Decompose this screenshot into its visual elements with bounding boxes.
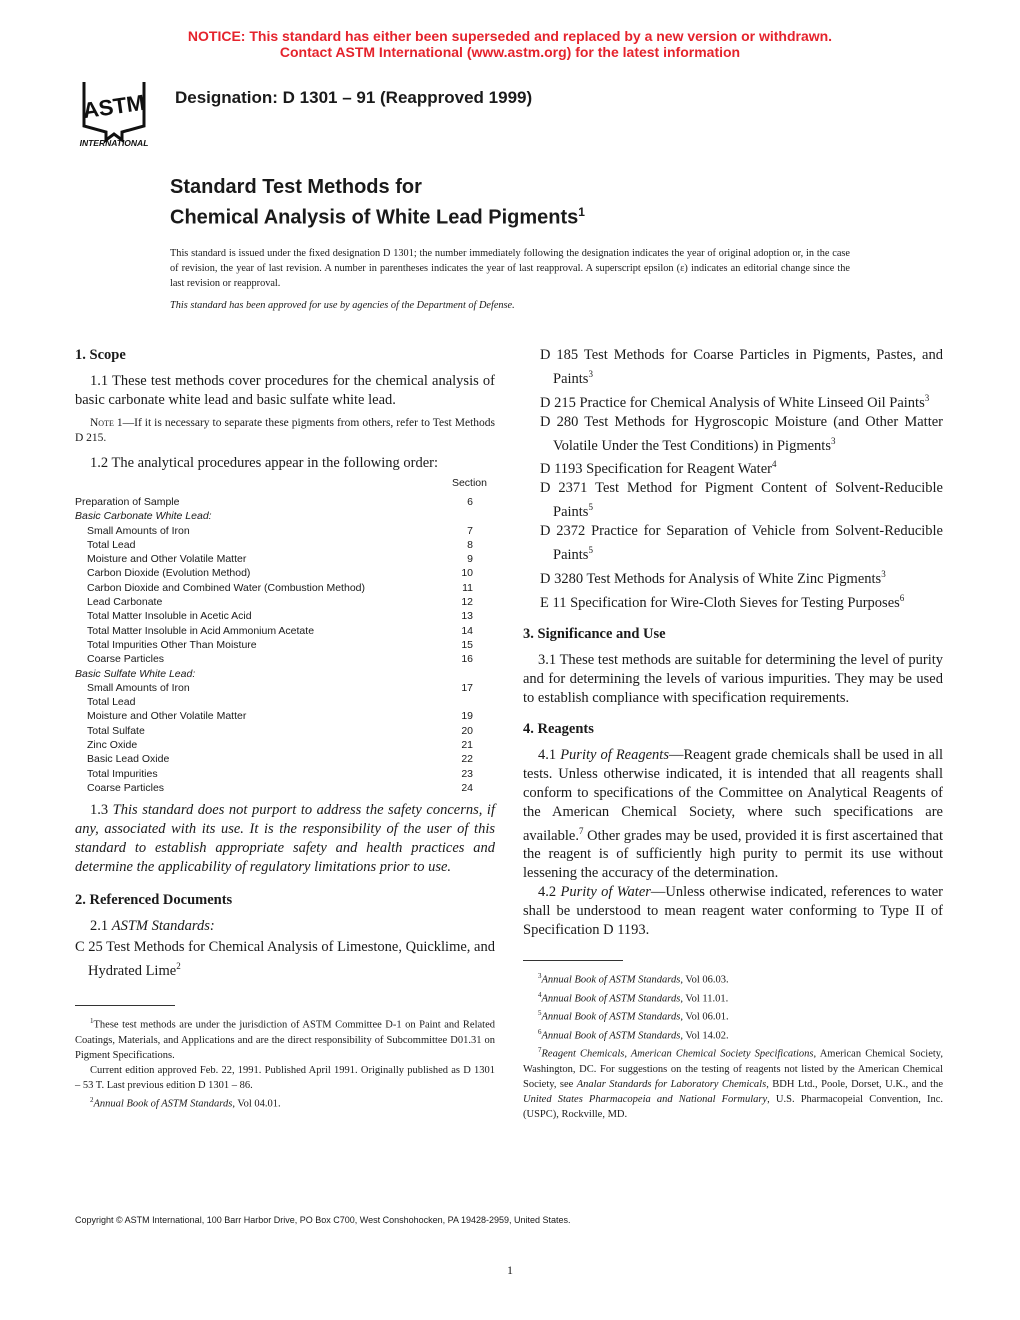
toc-label: Total Lead	[87, 696, 136, 709]
toc-row	[75, 667, 473, 681]
fn7-text-2: , BDH Ltd., Poole, Dorset, U.K., and the	[766, 1078, 943, 1090]
para-2-1	[75, 917, 495, 936]
toc-label: Total Impurities Other Than Moisture	[87, 638, 257, 651]
footnote-italic: Annual Book of ASTM Standards	[541, 1011, 681, 1023]
para-2-1-num: 2.1	[90, 918, 109, 935]
toc-section-number: 6	[467, 496, 473, 508]
reference-footnote-ref: 5	[588, 545, 593, 556]
fn7-text-1: , American Chemical Society, Washington, DC. For suggestions on the testing of reagents not listed by the American Chemical Society, see	[523, 1048, 943, 1090]
footnote-text: , Vol 14.02.	[680, 1030, 729, 1042]
footnote-italic: Annual Book of ASTM Standards	[541, 993, 681, 1005]
toc-label: Total Lead	[87, 538, 136, 551]
toc-label: Total Sulfate	[87, 724, 145, 737]
reference-text: D 3280 Test Methods for Analysis of White Zinc Pigments	[540, 570, 882, 587]
ref-c25-sup: 2	[176, 961, 181, 972]
para-1-3-text: This standard does not purport to address the safety concerns, if any, associated with its use. It is the responsibility of the user of this standard to establish appropriate safety and health practices and determine the applicability of regulatory limitations prior to use.	[75, 802, 495, 876]
note-label: Note 1	[90, 417, 123, 429]
toc-label: Total Impurities	[87, 767, 158, 780]
scope-heading: 1. Scope	[75, 347, 126, 363]
toc-section-number: 21	[461, 739, 473, 752]
footnote-divider-right	[523, 960, 623, 961]
para-1-3-num: 1.3	[90, 802, 109, 819]
fn7-text-3: , U.S. Pharmacopeial Convention, Inc. (USPC), Rockville, MD.	[523, 1093, 944, 1120]
fn1-text: These test methods are under the jurisdiction of ASTM Committee D-1 on Paint and Related Coatings, Materials, and Applications and are the direct responsibility of Subcommittee D01.31 on Pigment Specifications.	[75, 1019, 495, 1061]
fn7-sup: 7	[538, 1046, 542, 1055]
toc-row	[75, 538, 473, 552]
para-1-1: 1.1 These test methods cover procedures for the chemical analysis of basic carbonate white lead and basic sulfate white lead.	[75, 373, 495, 408]
toc-row	[75, 524, 473, 538]
toc-label: Moisture and Other Volatile Matter	[87, 710, 247, 723]
toc-section-number: 10	[461, 567, 473, 580]
reference-item	[540, 565, 943, 589]
toc-section-number: 11	[462, 581, 473, 594]
footnote-number: 3	[538, 972, 542, 981]
designation: Designation: D 1301 – 91 (Reapproved 1999)	[175, 88, 533, 107]
reference-text: D 185 Test Methods for Coarse Particles in Pigments, Pastes, and Paints	[540, 347, 943, 387]
notice-line-1: NOTICE: This standard has either been superseded and replaced by a new version or withdrawn.	[187, 28, 833, 44]
title-line-1: Standard Test Methods for	[170, 176, 422, 198]
toc-section-number: 20	[461, 724, 473, 737]
toc-section-number: 23	[461, 767, 473, 780]
title-line-2	[170, 200, 585, 231]
toc-label: Lead Carbonate	[87, 596, 163, 609]
reference-text: E 11 Specification for Wire-Cloth Sieves for Testing Purposes	[540, 594, 900, 611]
footnotes-right	[523, 969, 943, 1043]
toc-row	[75, 652, 473, 666]
toc-row	[75, 752, 473, 766]
reference-text: D 215 Practice for Chemical Analysis of White Linseed Oil Paints	[540, 394, 925, 411]
fn2-text: , Vol 04.01.	[232, 1098, 281, 1110]
para-4-2	[523, 883, 943, 940]
toc-row	[75, 638, 473, 652]
reference-footnote-ref: 3	[830, 435, 836, 446]
para-4-1-num: 4.1	[538, 746, 557, 763]
toc-label: Small Amounts of Iron	[87, 681, 190, 694]
reference-item	[540, 389, 943, 413]
right-column	[523, 346, 943, 1122]
toc-label: Basic Carbonate White Lead:	[75, 510, 212, 523]
toc-row	[75, 581, 473, 595]
note-text: —If it is necessary to separate these pigments from others, refer to Test Methods D 215.	[75, 417, 495, 444]
fn2-italic: Annual Book of ASTM Standards	[93, 1098, 233, 1110]
footnote-divider-left	[75, 1005, 175, 1006]
footnote-item	[523, 1006, 943, 1025]
reference-footnote-ref: 3	[881, 568, 886, 579]
fn2-sup: 2	[90, 1095, 94, 1104]
para-4-1-text: —Reagent grade chemicals shall be used in all tests. Unless otherwise indicated, it is intended that all reagents shall conform to specifications of the Committee on Analytical Reagents of the American Chemical Society, where such specifications are available.	[523, 746, 944, 844]
fn7-italic-3: United States Pharmacopeia and National Formulary	[523, 1093, 768, 1105]
toc-row	[75, 566, 473, 580]
footnote-number: 5	[538, 1009, 542, 1018]
procedures-table	[75, 495, 495, 795]
footnote-7	[523, 1043, 943, 1122]
toc-section-number: 24	[461, 781, 473, 794]
toc-section-number: 14	[461, 624, 473, 637]
footnote-2	[75, 1093, 495, 1112]
toc-label: Basic Sulfate White Lead:	[75, 667, 196, 680]
footnote-text: , Vol 06.01.	[680, 1011, 729, 1023]
logo-letters: ASTM	[81, 89, 147, 124]
title-footnote-ref: 1	[578, 205, 585, 219]
note-1	[75, 416, 495, 446]
footnote-italic: Annual Book of ASTM Standards	[541, 1030, 681, 1042]
reference-text: D 2372 Practice for Separation of Vehicle from Solvent-Reducible Paints	[540, 523, 943, 563]
toc-section-number: 13	[461, 610, 473, 623]
refdocs-heading: 2. Referenced Documents	[75, 892, 233, 909]
para-1-2: 1.2 The analytical procedures appear in the following order:	[90, 455, 439, 471]
toc-row	[75, 509, 473, 523]
toc-row	[75, 709, 473, 723]
toc-section-number: 12	[461, 596, 473, 609]
toc-section-number: 16	[461, 653, 473, 666]
toc-label: Carbon Dioxide (Evolution Method)	[87, 567, 251, 580]
toc-label: Basic Lead Oxide	[87, 753, 170, 766]
reference-text: D 280 Test Methods for Hygroscopic Moisture (and Other Matter Volatile Under the Test Conditions) in Pigments	[540, 413, 943, 454]
ref-c25	[75, 938, 495, 981]
toc-section-number: 7	[467, 524, 473, 537]
footnote-item	[523, 1025, 943, 1044]
significance-heading: 3. Significance and Use	[523, 625, 666, 642]
toc-label: Total Matter Insoluble in Acid Ammonium Acetate	[87, 624, 315, 637]
reference-footnote-ref: 5	[588, 502, 593, 513]
astm-logo	[66, 74, 162, 148]
reference-item	[540, 413, 943, 456]
reagents-heading: 4. Reagents	[523, 720, 594, 737]
toc-label: Total Matter Insoluble in Acetic Acid	[87, 610, 252, 623]
ref-c25-text: C 25 Test Methods for Chemical Analysis of Limestone, Quicklime, and Hydrated Lime	[75, 939, 495, 980]
para-3-1: 3.1 These test methods are suitable for determining the level of purity and for determining the levels of various impurities. They may be used to establish compliance with specification requirements.	[523, 651, 943, 706]
para-1-3	[75, 801, 495, 877]
footnote-1b: Current edition approved Feb. 22, 1991. Published April 1991. Originally published as D 1301 – 53 T. Last previous edition D 1301 – 86.	[75, 1064, 495, 1091]
para-4-1	[523, 746, 943, 884]
para-2-1-text: ASTM Standards:	[111, 918, 215, 935]
toc-label: Carbon Dioxide and Combined Water (Combustion Method)	[87, 581, 365, 594]
toc-section-header: Section	[451, 477, 487, 489]
toc-row	[75, 738, 473, 752]
reference-list	[523, 346, 943, 613]
footnote-text: , Vol 06.03.	[680, 974, 729, 986]
reference-footnote-ref: 6	[899, 592, 905, 603]
logo-text: INTERNATIONAL	[79, 138, 149, 148]
toc-row	[75, 767, 473, 781]
document-title	[170, 175, 585, 231]
toc-row	[75, 695, 473, 709]
reference-item	[540, 479, 943, 522]
para-4-2-num: 4.2	[538, 884, 557, 901]
toc-row	[75, 609, 473, 623]
left-column	[75, 346, 495, 1111]
para-4-2-text: —Unless otherwise indicated, references to water shall be understood to mean reagent water conforming to Type II of Specification D 1193.	[523, 884, 943, 939]
toc-label: Coarse Particles	[87, 653, 165, 666]
para-4-1-end: Other grades may be used, provided it is first ascertained that the reagent is of sufficiently high purity to permit its use without lessening the accuracy of the determination.	[523, 827, 943, 882]
notice-line-2: Contact ASTM International (www.astm.org) for the latest information	[279, 44, 741, 60]
toc-row	[75, 595, 473, 609]
toc-row	[75, 724, 473, 738]
footnote-1	[75, 1014, 495, 1063]
reference-item	[540, 589, 943, 613]
reference-item	[540, 346, 943, 389]
para-4-2-italic: Purity of Water	[560, 884, 651, 901]
toc-label: Coarse Particles	[87, 781, 165, 794]
footnote-number: 6	[538, 1027, 542, 1036]
toc-row	[75, 624, 473, 638]
toc-row	[75, 681, 473, 695]
reference-text: D 1193 Specification for Reagent Water	[540, 461, 772, 478]
footnote-italic: Annual Book of ASTM Standards	[541, 974, 681, 986]
reference-footnote-ref: 4	[771, 459, 777, 470]
toc-section-number	[433, 695, 473, 709]
toc-section-number	[433, 667, 473, 681]
para-4-1-italic: Purity of Reagents	[560, 746, 669, 763]
fn1-sup: 1	[90, 1017, 94, 1026]
toc-row	[75, 495, 473, 509]
toc-row	[75, 781, 473, 795]
footnote-text: , Vol 11.01.	[680, 993, 729, 1005]
para-4-1-sup: 7	[578, 825, 584, 836]
title-line-2-text: Chemical Analysis of White Lead Pigments	[170, 206, 579, 229]
defense-note: This standard has been approved for use by agencies of the Department of Defense.	[170, 300, 515, 311]
copyright: Copyright © ASTM International, 100 Barr Harbor Drive, PO Box C700, West Conshohocken, PA 19428-2959, United States.	[75, 1215, 571, 1225]
toc-section-number: 15	[461, 638, 473, 651]
reference-footnote-ref: 3	[588, 369, 593, 379]
toc-label: Preparation of Sample	[75, 496, 180, 508]
toc-section-number: 22	[461, 753, 473, 766]
toc-label: Small Amounts of Iron	[87, 524, 190, 537]
footnote-item	[523, 969, 943, 988]
toc-section-number: 8	[467, 538, 473, 551]
reference-text: D 2371 Test Method for Pigment Content of Solvent-Reducible Paints	[540, 480, 943, 521]
toc-label: Zinc Oxide	[87, 739, 138, 752]
toc-label: Moisture and Other Volatile Matter	[87, 553, 247, 566]
reference-item	[540, 522, 943, 565]
toc-section-number	[433, 509, 473, 523]
page-number: 1	[507, 1263, 513, 1277]
fn7-italic-2: Analar Standards for Laboratory Chemicals	[576, 1078, 767, 1090]
toc-section-number: 19	[461, 710, 473, 723]
toc-section-number: 9	[467, 553, 473, 566]
footnote-item	[523, 988, 943, 1007]
toc-row	[75, 552, 473, 566]
notice-banner	[0, 28, 1020, 60]
footnote-number: 4	[538, 990, 542, 999]
fn7-italic-1: Reagent Chemicals, American Chemical Society Specifications	[541, 1048, 814, 1060]
toc-section-number: 17	[461, 681, 473, 694]
intro-paragraph: This standard is issued under the fixed designation D 1301; the number immediately following the designation indicates the year of original adoption or, in the case of revision, the year of last revision. A number in parentheses indicates the year of last reapproval. A superscript epsilon (ε) indicates an editorial change since the last revision or reapproval.	[170, 248, 850, 289]
reference-item	[540, 455, 943, 479]
reference-footnote-ref: 3	[924, 392, 930, 403]
